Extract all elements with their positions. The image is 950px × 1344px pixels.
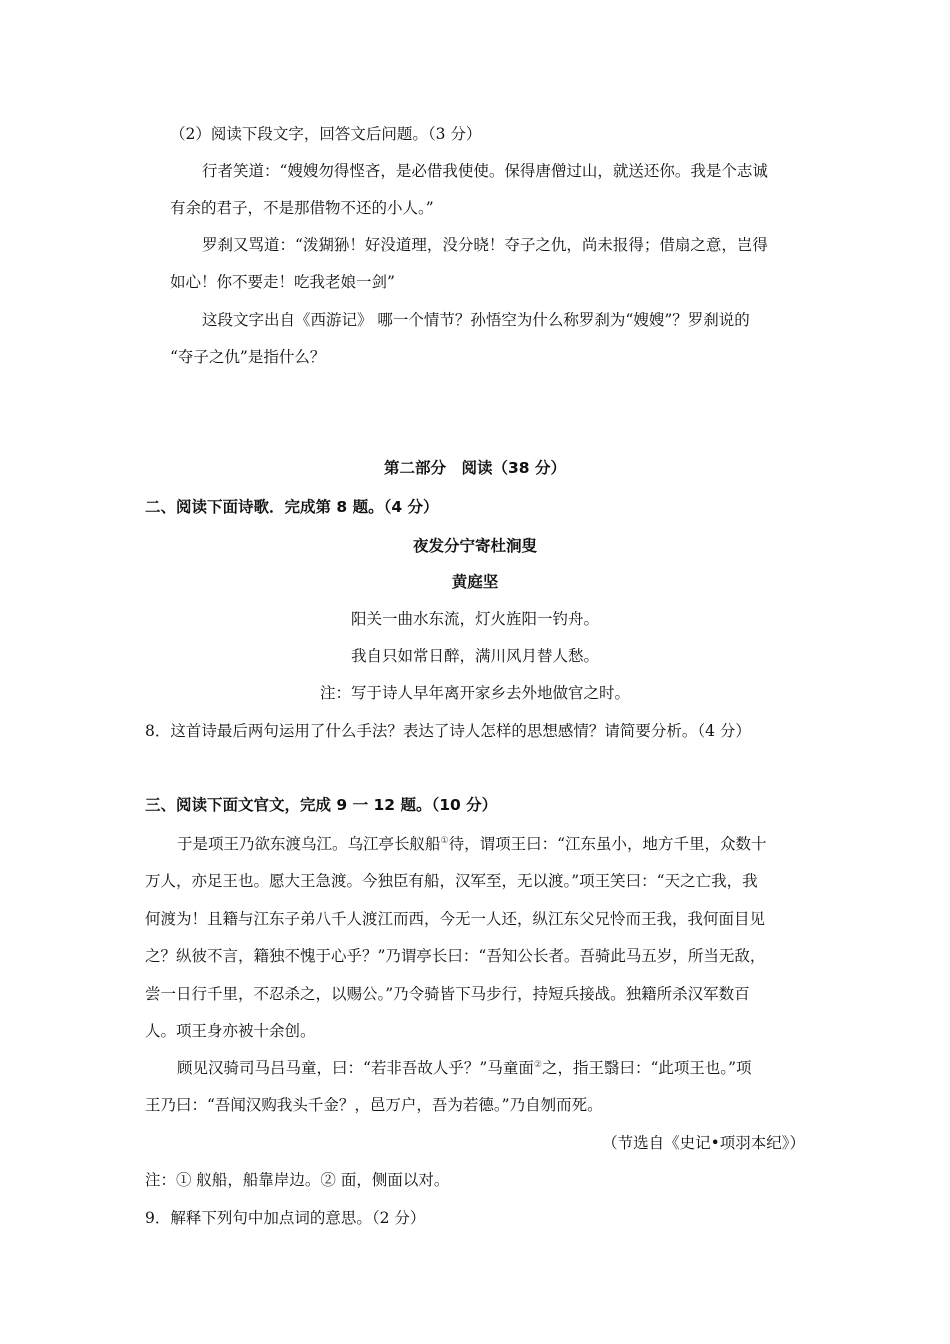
part2-title: 第二部分 阅读（38 分）	[384, 459, 566, 477]
section3-heading: 三、阅读下面文官文，完成 9 一 12 题。（10 分）	[145, 796, 498, 814]
poem-note: 注：写于诗人早年离开家乡去外地做官之时。	[319, 684, 630, 702]
passage-p1-line5: 尝一日行千里，不忍杀之，以赐公。”乃令骑皆下马步行，持短兵接战。独籍所杀汉军数百	[145, 985, 750, 1003]
question-8: 8．这首诗最后两句运用了什么手法？表达了诗人怎样的思想感情？请简要分析。（4 分）	[145, 722, 751, 740]
passage-note: 注：① 舣船，船靠岸边。② 面，侧面以对。	[145, 1171, 450, 1189]
q7-2-question-line1: 这段文字出自《西游记》 哪一个情节？孙悟空为什么称罗刹为“嫂嫂”？罗刹说的	[202, 311, 750, 329]
passage-p1-line2: 万人，亦足王也。愿大王急渡。今独臣有船，汉军至，无以渡。”项王笑曰：“天之亡我，我	[145, 872, 758, 890]
passage-p1-line1	[177, 834, 767, 854]
q7-2-para1-line1: 行者笑道：“嫂嫂勿得悭吝，是必借我使使。保得唐僧过山，就送还你。我是个志诚	[202, 162, 768, 180]
q7-2-question-line2: “夺子之仇”是指什么？	[170, 348, 326, 366]
passage-p2-line1-a: 顾见汉骑司马吕马童，曰：“若非吾故人乎？”马童面	[177, 1059, 534, 1077]
poem-title: 夜发分宁寄杜涧叟	[412, 537, 537, 555]
passage-p2-line2: 王乃曰：“吾闻汉购我头千金？，邑万户，吾为若德。”乃自刎而死。	[145, 1096, 603, 1114]
q7-2-para2-line2: 如心！你不要走！吃我老娘一剑”	[170, 273, 395, 291]
passage-source: （节选自《史记•项羽本纪》）	[602, 1134, 805, 1152]
passage-p1-line4: 之？纵彼不言，籍独不愧于心乎？”乃谓亭长曰：“吾知公长者。吾骑此马五岁，所当无敌，	[145, 947, 766, 965]
passage-p2-line1-b: 之，指王翳曰：“此项王也。”项	[541, 1059, 752, 1077]
poem-author: 黄庭坚	[451, 573, 499, 591]
passage-p1-line1-a: 于是项王乃欲东渡乌江。乌江亭长舣船	[177, 835, 441, 853]
q7-2-para1-line2: 有余的君子，不是那借物不还的小人。”	[170, 199, 434, 217]
passage-p1-line3: 何渡为！且籍与江东子弟八千人渡江而西，今无一人还，纵江东父兄怜而王我，我何面目见	[145, 910, 766, 928]
q7-2-prompt: （2）阅读下段文字，回答文后问题。（3 分）	[170, 125, 482, 143]
question-9: 9．解释下列句中加点词的意思。（2 分）	[145, 1209, 426, 1227]
footnote-ref-1: ①	[440, 835, 449, 846]
passage-p1-line1-b: 待，谓项王曰：“江东虽小，地方千里，众数十	[448, 835, 767, 853]
passage-p2-line1	[177, 1058, 752, 1078]
poem-line-1: 阳关一曲水东流，灯火旌阳一钓舟。	[350, 610, 599, 628]
footnote-ref-2: ②	[533, 1059, 542, 1070]
poem-line-2: 我自只如常日醉，满川风月替人愁。	[350, 647, 599, 665]
section2-heading: 二、阅读下面诗歌．完成第 8 题。（4 分）	[145, 498, 439, 516]
passage-p1-line6: 人。项王身亦被十余创。	[145, 1022, 316, 1040]
q7-2-para2-line1: 罗刹又骂道：“泼猢狲！好没道理，没分晓！夺子之仇，尚未报得；借扇之意，岂得	[202, 236, 768, 254]
